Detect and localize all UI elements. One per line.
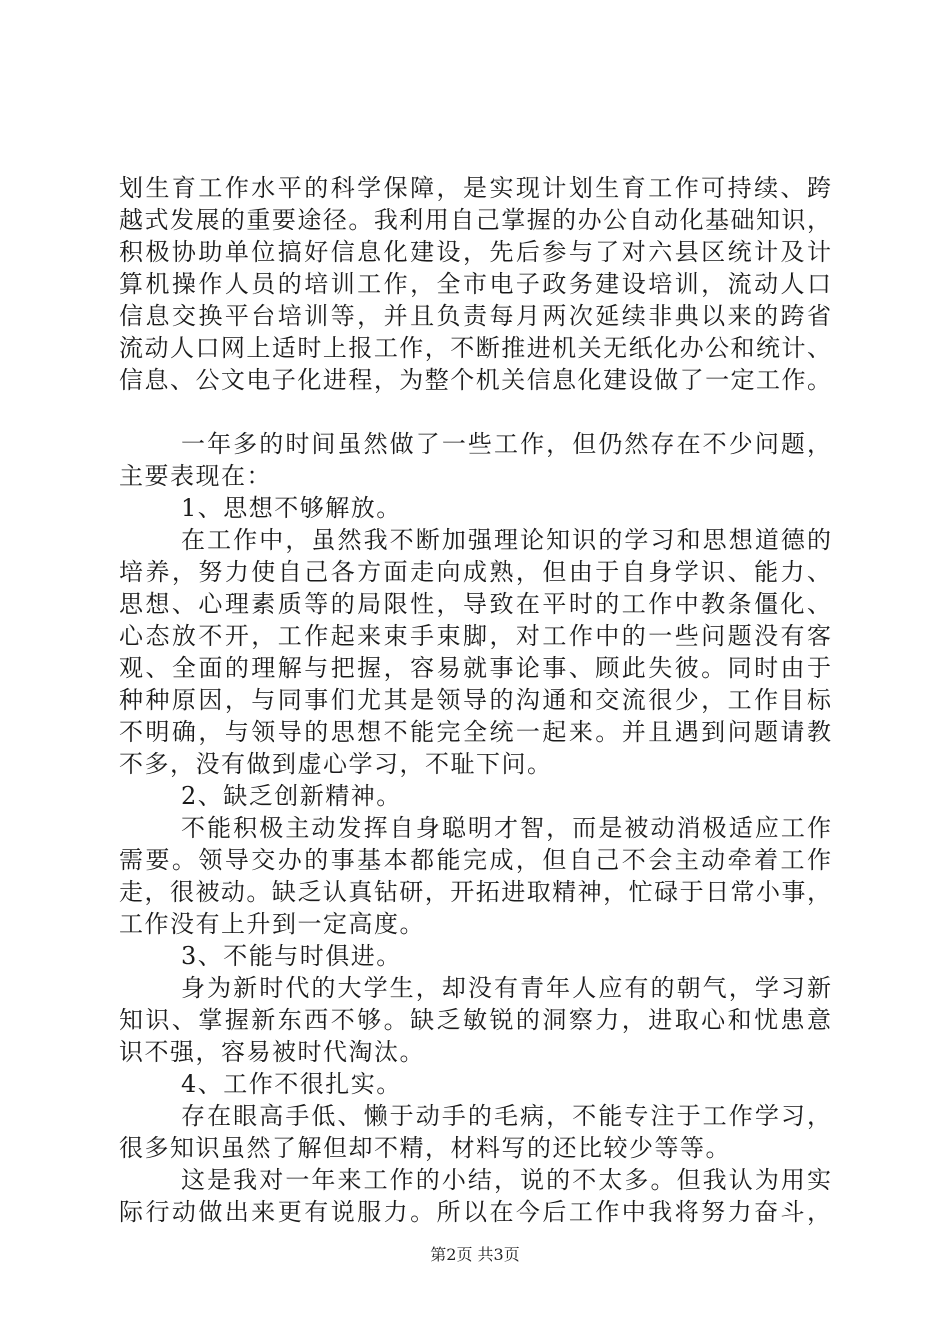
text-line: 信息、公文电子化进程，为整个机关信息化建设做了一定工作。 [119, 366, 831, 394]
text-line: 在工作中，虽然我不断加强理论知识的学习和思想道德的 [181, 526, 831, 554]
text-line: 一年多的时间虽然做了一些工作，但仍然存在不少问题， [181, 430, 831, 458]
section-heading: 4、工作不很扎实。 [181, 1070, 402, 1098]
text-line: 身为新时代的大学生，却没有青年人应有的朝气，学习新 [181, 974, 831, 1002]
paragraph-gap [119, 396, 831, 428]
section-heading: 3、不能与时俱进。 [181, 942, 402, 970]
text-line: 培养，努力使自己各方面走向成熟，但由于自身学识、能力、 [119, 558, 831, 586]
text-line: 很多知识虽然了解但却不精，材料写的还比较少等等。 [119, 1134, 731, 1162]
text-line: 需要。领导交办的事基本都能完成，但自己不会主动牵着工作 [119, 846, 831, 874]
text-line: 算机操作人员的培训工作，全市电子政务建设培训，流动人口 [119, 270, 831, 298]
text-line: 划生育工作水平的科学保障，是实现计划生育工作可持续、跨 [119, 174, 831, 202]
text-line: 工作没有上升到一定高度。 [119, 910, 425, 938]
text-line: 积极协助单位搞好信息化建设，先后参与了对六县区统计及计 [119, 238, 831, 266]
text-line: 种种原因，与同事们尤其是领导的沟通和交流很少，工作目标 [119, 686, 831, 714]
text-line: 心态放不开，工作起来束手束脚，对工作中的一些问题没有客 [119, 622, 831, 650]
text-line: 这是我对一年来工作的小结，说的不太多。但我认为用实 [181, 1166, 831, 1194]
text-line: 知识、掌握新东西不够。缺乏敏锐的洞察力，进取心和忧患意 [119, 1006, 831, 1034]
text-line: 不多，没有做到虚心学习，不耻下问。 [119, 750, 553, 778]
text-line: 际行动做出来更有说服力。所以在今后工作中我将努力奋斗， [119, 1198, 831, 1226]
text-line: 主要表现在： [119, 462, 272, 490]
text-line: 观、全面的理解与把握，容易就事论事、顾此失彼。同时由于 [119, 654, 831, 682]
document-body [119, 172, 831, 1228]
text-line: 走，很被动。缺乏认真钻研，开拓进取精神，忙碌于日常小事， [119, 878, 831, 906]
section-heading: 2、缺乏创新精神。 [181, 782, 402, 810]
text-line: 识不强，容易被时代淘汰。 [119, 1038, 425, 1066]
text-line: 流动人口网上适时上报工作，不断推进机关无纸化办公和统计、 [119, 334, 831, 362]
text-line: 不明确，与领导的思想不能完全统一起来。并且遇到问题请教 [119, 718, 831, 746]
text-line: 存在眼高手低、懒于动手的毛病，不能专注于工作学习， [181, 1102, 831, 1130]
text-line: 信息交换平台培训等，并且负责每月两次延续非典以来的跨省 [119, 302, 831, 330]
page-number-footer: 第2页 共3页 [430, 1245, 520, 1264]
section-heading: 1、思想不够解放。 [181, 494, 402, 522]
text-line: 不能积极主动发挥自身聪明才智，而是被动消极适应工作 [181, 814, 831, 842]
text-line: 思想、心理素质等的局限性，导致在平时的工作中教条僵化、 [119, 590, 831, 618]
text-line: 越式发展的重要途径。我利用自己掌握的办公自动化基础知识， [119, 206, 831, 234]
